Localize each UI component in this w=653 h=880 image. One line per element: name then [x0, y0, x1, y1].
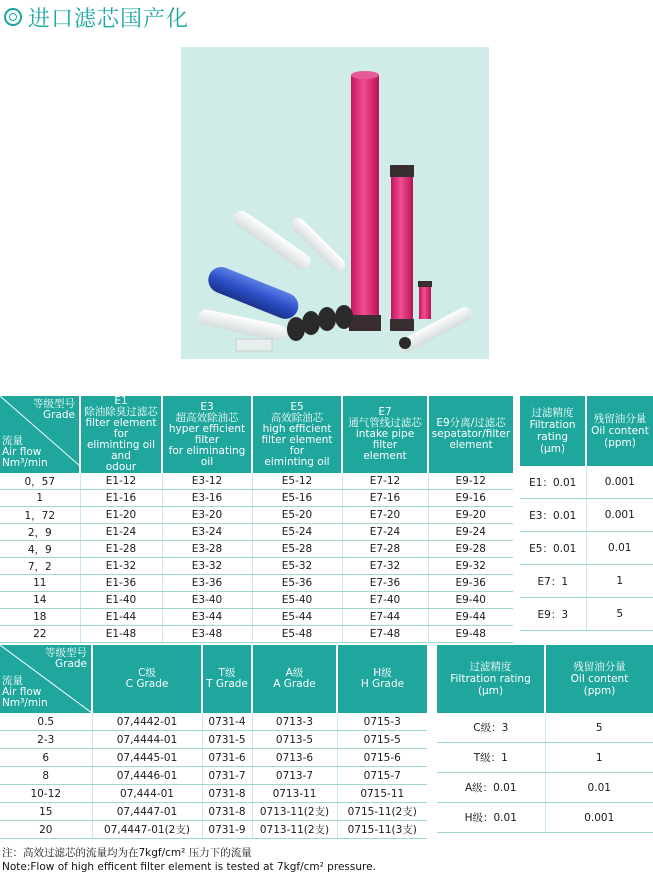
grade-series-row: [0, 821, 427, 839]
grade-spec-row: [437, 803, 653, 833]
grade-series-cell: 07,4445-01: [92, 749, 202, 767]
flow-label-en: Air flow: [2, 446, 42, 458]
grade-series-row: [0, 803, 427, 821]
e-series-cell: E5-28: [252, 541, 342, 558]
e-series-cell: E1-48: [80, 626, 162, 643]
filtration-rating-header-2: [437, 645, 545, 713]
note-en: Note:Flow of high efficent filter element is tested at 7kgf/cm² pressure.: [2, 861, 376, 873]
e-series-cell: E1-36: [80, 575, 162, 592]
e-series-cell: E1-20: [80, 507, 162, 524]
grade-series-cell: 2-3: [0, 731, 92, 749]
grade-spec-row: [437, 743, 653, 773]
t1-header-0-line-3: eliminting oil and: [86, 439, 156, 462]
t1-header-1-line-0: E3: [200, 400, 214, 413]
note-cn: 注：高效过滤芯的流量均为在7kgf/cm² 压力下的流量: [2, 847, 252, 859]
grade-series-cell: 0713-11(2支): [252, 821, 337, 839]
e-series-cell: E3-20: [162, 507, 252, 524]
e-spec-cell: 0.01: [586, 532, 653, 565]
e-series-cell: E5-36: [252, 575, 342, 592]
grade-series-cell: 10-12: [0, 785, 92, 803]
e-series-cell: E5-40: [252, 592, 342, 609]
grade-spec-cell: 5: [545, 713, 653, 743]
e-series-cell: E3-16: [162, 490, 252, 507]
grade-series-spec-table: [437, 645, 653, 833]
e-series-cell: E3-48: [162, 626, 252, 643]
circle-bullet-icon: [4, 8, 22, 26]
filtration-rating-header: [520, 396, 586, 466]
grade-series-cell: 07,4444-01: [92, 731, 202, 749]
e-spec-row: [520, 565, 653, 598]
t1-header-1-line-1: 超高效除油芯: [175, 411, 239, 424]
e-series-cell: E9-40: [428, 592, 513, 609]
e-series-cell: E1-40: [80, 592, 162, 609]
e-series-cell: E7-20: [342, 507, 428, 524]
col-header-e5: [252, 396, 342, 473]
col-header-e9: [428, 396, 513, 473]
e-series-row: [0, 490, 513, 507]
e-series-cell: E7-48: [342, 626, 428, 643]
flow-label-cn-2: 流量: [2, 675, 23, 687]
grade-series-table: [0, 645, 427, 839]
e-series-cell: E1-28: [80, 541, 162, 558]
t1-header-4-line-2: element: [449, 439, 493, 451]
grade-series-cell: 0715-11(2支): [337, 803, 427, 821]
flow-label: [2, 436, 48, 469]
grade-series-cell: 0715-11: [337, 785, 427, 803]
grade-series-body: [0, 713, 427, 839]
t2-header-3-line-1: H Grade: [360, 678, 405, 690]
e-series-cell: E9-24: [428, 524, 513, 541]
s1-header-0-line-1: Filtration: [529, 419, 576, 431]
t1-header-3-line-3: element: [363, 450, 407, 462]
e-series-cell: E9-28: [428, 541, 513, 558]
grade-series-cell: 07,444-01: [92, 785, 202, 803]
grade-series-cell: 0715-7: [337, 767, 427, 785]
e-series-cell: E5-16: [252, 490, 342, 507]
grade-series-cell: 07,4447-01(2支): [92, 821, 202, 839]
s2-header-0-line-1: Filtration rating: [450, 673, 531, 685]
t1-header-2-line-3: filter element for: [261, 433, 333, 457]
grade-label-en-2: Grade: [54, 658, 87, 670]
t1-header-2-line-0: E5: [290, 400, 304, 413]
e-series-row: [0, 524, 513, 541]
grade-series-header-row: [0, 645, 427, 713]
t1-header-4-line-1: sepatator/filter: [431, 428, 511, 440]
grade-series-row: [0, 749, 427, 767]
grade-series-cell: 0731-9: [202, 821, 252, 839]
e-series-cell: E3-28: [162, 541, 252, 558]
grade-series-cell: 0713-11(2支): [252, 803, 337, 821]
e-series-row: [0, 558, 513, 575]
s2-header-1-line-2: (ppm): [583, 685, 616, 697]
grade-series-row: [0, 713, 427, 731]
t2-header-2-line-0: A级: [285, 667, 304, 679]
e-spec-row: [520, 499, 653, 532]
s1-header-1-line-1: Oil content: [591, 425, 649, 437]
e-spec-cell: 5: [586, 598, 653, 631]
e-series-header-row: [0, 396, 513, 473]
grade-series-cell: 0715-5: [337, 731, 427, 749]
e-series-cell: E9-20: [428, 507, 513, 524]
e-spec-row: [520, 466, 653, 499]
filter-elements-photo: [181, 47, 489, 359]
grade-series-cell: 0731-7: [202, 767, 252, 785]
e-series-cell: E7-40: [342, 592, 428, 609]
e-series-cell: E1-44: [80, 609, 162, 626]
e-series-cell: E7-36: [342, 575, 428, 592]
e-series-cell: E5-44: [252, 609, 342, 626]
t2-header-0-line-1: C Grade: [125, 678, 169, 690]
flow-label-unit-2: Nm³/min: [2, 697, 48, 709]
grade-series-cell: 0731-8: [202, 785, 252, 803]
e-spec-cell: 0.001: [586, 466, 653, 499]
grade-series-cell: 8: [0, 767, 92, 785]
page-title: [4, 2, 189, 32]
t2-header-1-line-1: T Grade: [206, 678, 248, 690]
e-series-cell: E9-48: [428, 626, 513, 643]
grade-label-2: [45, 648, 87, 670]
s2-header-1-line-1: Oil content: [570, 673, 629, 685]
grade-series-cell: 0713-5: [252, 731, 337, 749]
e-series-cell: E5-24: [252, 524, 342, 541]
grade-series-cell: 0715-11(3支): [337, 821, 427, 839]
e-spec-cell: E7：1: [520, 565, 586, 598]
e-spec-cell: 0.001: [586, 499, 653, 532]
grade-spec-cell: 0.01: [545, 773, 653, 803]
e-series-table: [0, 396, 513, 643]
grade-series-cell: 0715-3: [337, 713, 427, 731]
grade-flow-header-cell: [0, 396, 80, 473]
e-series-cell: E9-32: [428, 558, 513, 575]
t1-header-0-line-0: E1: [114, 395, 128, 407]
e-series-row: [0, 609, 513, 626]
oil-content-header-2: [545, 645, 653, 713]
e-series-cell: E9-44: [428, 609, 513, 626]
e-series-cell: 7，2: [0, 558, 80, 575]
col-header-e1: [80, 396, 162, 473]
e-series-cell: 2，9: [0, 524, 80, 541]
t1-header-2-line-1: 高效除油芯: [270, 411, 324, 424]
e-series-row: [0, 473, 513, 490]
e-spec-cell: E3：0.01: [520, 499, 586, 532]
col-header-e3: [162, 396, 252, 473]
grade-label-cn-2: 等级型号: [45, 647, 87, 659]
e-series-cell: E9-12: [428, 473, 513, 490]
e-series-cell: 18: [0, 609, 80, 626]
flow-label-2: [2, 676, 48, 709]
e-spec-body: [520, 466, 653, 631]
e-series-cell: E3-44: [162, 609, 252, 626]
grade-series-cell: 0731-6: [202, 749, 252, 767]
grade-series-cell: 07,4442-01: [92, 713, 202, 731]
t1-header-0-line-1: 除油除臭过滤芯: [84, 406, 158, 418]
grade-spec-cell: C级：3: [437, 713, 545, 743]
grade-series-cell: 0713-6: [252, 749, 337, 767]
t2-header-0-line-0: C级: [138, 667, 156, 679]
grade-series-cell: 07,4447-01: [92, 803, 202, 821]
e-series-cell: E3-36: [162, 575, 252, 592]
grade-label-en: Grade: [42, 409, 75, 421]
grade-flow-header-cell-2: [0, 645, 92, 713]
e-series-cell: E1-24: [80, 524, 162, 541]
e-series-cell: E9-16: [428, 490, 513, 507]
filter-elements-illustration: [181, 47, 489, 359]
col-header-a-grade: [252, 645, 337, 713]
flow-label-en-2: Air flow: [2, 686, 42, 698]
grade-series-cell: 0713-7: [252, 767, 337, 785]
e-series-cell: E3-24: [162, 524, 252, 541]
e-spec-cell: E9：3: [520, 598, 586, 631]
grade-label-cn: 等级型号: [33, 398, 75, 410]
grade-spec-cell: T级：1: [437, 743, 545, 773]
e-series-cell: 1: [0, 490, 80, 507]
e-series-cell: E7-12: [342, 473, 428, 490]
grade-spec-cell: 0.001: [545, 803, 653, 833]
e-series-cell: E5-20: [252, 507, 342, 524]
s1-header-0-line-3: (μm): [539, 443, 566, 455]
e-spec-cell: E5：0.01: [520, 532, 586, 565]
t1-header-0-line-2: filter element for: [85, 417, 157, 440]
t1-header-3-line-0: E7: [378, 406, 392, 418]
e-series-spec-table: [520, 396, 653, 631]
col-header-e7: [342, 396, 428, 473]
e-series-cell: E1-32: [80, 558, 162, 575]
grade-spec-row: [437, 713, 653, 743]
grade-series-cell: 20: [0, 821, 92, 839]
t2-header-1-line-0: T级: [218, 667, 236, 679]
t1-header-2-line-2: high efficient: [262, 422, 332, 435]
grade-series-cell: 0731-8: [202, 803, 252, 821]
e-series-cell: 22: [0, 626, 80, 643]
grade-series-cell: 0731-4: [202, 713, 252, 731]
s1-header-1-line-2: (ppm): [604, 437, 636, 449]
grade-series-cell: 0713-3: [252, 713, 337, 731]
e-series-body: [0, 473, 513, 643]
e-spec-cell: E1：0.01: [520, 466, 586, 499]
grade-spec-cell: A级：0.01: [437, 773, 545, 803]
grade-series-cell: 0731-5: [202, 731, 252, 749]
grade-series-cell: 6: [0, 749, 92, 767]
e-series-cell: E3-12: [162, 473, 252, 490]
grade-series-cell: 07,4446-01: [92, 767, 202, 785]
s1-header-0-line-2: rating: [536, 431, 569, 443]
s1-header-1-line-0: 残留油分量: [593, 413, 647, 425]
e-series-row: [0, 507, 513, 524]
e-spec-row: [520, 532, 653, 565]
grade-series-row: [0, 767, 427, 785]
s2-header-0-line-2: (μm): [477, 685, 504, 697]
e-spec-header-row: [520, 396, 653, 466]
e-series-cell: E5-48: [252, 626, 342, 643]
t1-header-4-line-0: E9分离/过滤芯: [436, 417, 506, 429]
t1-header-1-line-3: for eliminating oil: [168, 444, 246, 468]
grade-spec-body: [437, 713, 653, 833]
e-series-row: [0, 575, 513, 592]
grade-series-cell: 0713-11: [252, 785, 337, 803]
t1-header-2-line-4: eiminting oil: [264, 455, 330, 468]
col-header-c-grade: [92, 645, 202, 713]
e-series-cell: 1，72: [0, 507, 80, 524]
s2-header-1-line-0: 残留油分量: [573, 661, 626, 673]
e-series-row: [0, 541, 513, 558]
t1-header-0-line-4: odour: [105, 461, 137, 473]
grade-spec-cell: 1: [545, 743, 653, 773]
grade-series-cell: 0.5: [0, 713, 92, 731]
t2-header-3-line-0: H级: [373, 667, 392, 679]
e-series-cell: E1-16: [80, 490, 162, 507]
e-series-cell: E7-24: [342, 524, 428, 541]
page-title-text: 进口滤芯国产化: [28, 6, 190, 32]
e-spec-row: [520, 598, 653, 631]
e-series-cell: 0，57: [0, 473, 80, 490]
e-series-cell: E7-16: [342, 490, 428, 507]
e-series-cell: 11: [0, 575, 80, 592]
grade-spec-header-row: [437, 645, 653, 713]
e-series-cell: E7-44: [342, 609, 428, 626]
e-series-cell: E5-32: [252, 558, 342, 575]
e-series-row: [0, 626, 513, 643]
grade-label: [33, 399, 75, 421]
e-series-cell: E7-28: [342, 541, 428, 558]
e-series-cell: E7-32: [342, 558, 428, 575]
e-spec-cell: 1: [586, 565, 653, 598]
col-header-t-grade: [202, 645, 252, 713]
flow-label-cn: 流量: [2, 435, 23, 447]
e-series-cell: 4，9: [0, 541, 80, 558]
s1-header-0-line-0: 过滤精度: [531, 407, 574, 419]
grade-series-row: [0, 731, 427, 749]
grade-spec-cell: H级：0.01: [437, 803, 545, 833]
e-series-cell: E3-32: [162, 558, 252, 575]
grade-series-cell: 15: [0, 803, 92, 821]
e-series-cell: 14: [0, 592, 80, 609]
grade-series-cell: 0715-6: [337, 749, 427, 767]
e-series-cell: E9-36: [428, 575, 513, 592]
e-series-cell: E1-12: [80, 473, 162, 490]
t2-header-2-line-1: A Grade: [273, 678, 316, 690]
flow-label-unit: Nm³/min: [2, 457, 48, 469]
t1-header-1-line-2: hyper efficient filter: [168, 422, 246, 446]
t1-header-3-line-2: intake pipe filter: [355, 428, 415, 451]
oil-content-header: [586, 396, 653, 466]
e-series-row: [0, 592, 513, 609]
grade-spec-row: [437, 773, 653, 803]
s2-header-0-line-0: 过滤精度: [469, 661, 512, 673]
grade-series-row: [0, 785, 427, 803]
e-series-cell: E3-40: [162, 592, 252, 609]
col-header-h-grade: [337, 645, 427, 713]
e-series-cell: E5-12: [252, 473, 342, 490]
t1-header-3-line-1: 通气管线过滤芯: [348, 417, 422, 429]
